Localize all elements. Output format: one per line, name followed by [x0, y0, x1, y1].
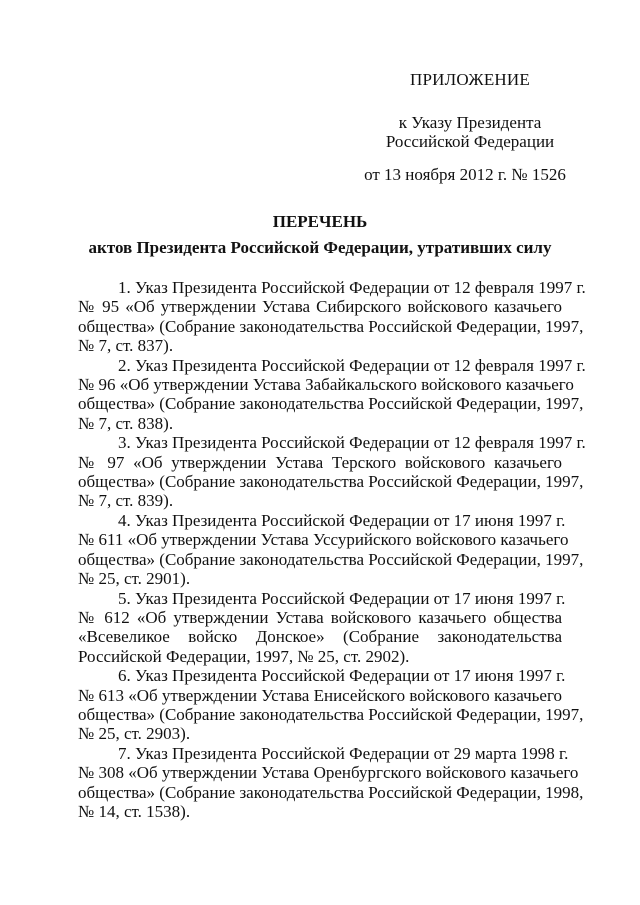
list-item-line: общества» (Собрание законодательства Российской Федерации, 1997, [78, 394, 584, 414]
list-item-line: общества» (Собрание законодательства Российской Федерации, 1998, [78, 782, 584, 802]
appendix-heading: ПРИЛОЖЕНИЕ [410, 70, 530, 89]
list-item-line: общества» (Собрание законодательства Российской Федерации, 1997, [78, 704, 584, 724]
list-item [78, 355, 586, 434]
list-item-line: № 613 «Об утверждении Устава Енисейского войскового казачьего [78, 685, 563, 705]
list-item-line: № 95 «Об утверждении Устава Сибирского войскового казачьего [78, 297, 562, 317]
acts-list [78, 278, 586, 821]
list-item-line: № 96 «Об утверждении Устава Забайкальского войскового казачьего [78, 375, 574, 395]
title-sub: актов Президента Российской Федерации, утративших силу [88, 238, 552, 257]
title-main: ПЕРЕЧЕНЬ [272, 212, 368, 231]
list-item-line: общества» (Собрание законодательства Российской Федерации, 1997, [78, 549, 584, 569]
list-item-line: № 7, ст. 837). [78, 336, 174, 356]
appendix-line-1: к Указу Президента [398, 113, 542, 132]
list-item [78, 278, 586, 356]
appendix-line-2: Российской Федерации [385, 132, 555, 151]
appendix-date-line: от 13 ноября 2012 г. № 1526 [364, 165, 566, 184]
list-item-line: 2. Указ Президента Российской Федерации от 12 февраля 1997 г. [118, 355, 586, 375]
list-item-line: № 7, ст. 838). [78, 413, 174, 433]
list-item-line: № 25, ст. 2901). [78, 569, 191, 589]
list-item-line: Российской Федерации, 1997, № 25, ст. 2902). [78, 646, 410, 666]
list-item [78, 433, 586, 511]
list-item-line: «Всевеликое войско Донское» (Собрание законодательства [78, 627, 562, 647]
list-item-line: № 612 «Об утверждении Устава войскового казачьего общества [78, 607, 562, 627]
appendix-header [360, 70, 580, 184]
list-item-line: № 7, ст. 839). [78, 491, 174, 511]
list-item-line: 7. Указ Президента Российской Федерации от 29 марта 1998 г. [118, 743, 569, 763]
list-item-line: № 308 «Об утверждении Устава Оренбургского войскового казачьего [78, 763, 579, 783]
list-item-line: общества» (Собрание законодательства Российской Федерации, 1997, [78, 316, 584, 336]
appendix-spacer [360, 89, 580, 113]
list-item [78, 743, 584, 822]
list-item [78, 510, 584, 589]
appendix-spacer-2 [360, 151, 580, 165]
list-item-line: 6. Указ Президента Российской Федерации от 17 июня 1997 г. [118, 666, 566, 686]
list-item-line: № 25, ст. 2903). [78, 724, 191, 744]
list-item-line: 3. Указ Президента Российской Федерации от 12 февраля 1997 г. [118, 433, 586, 453]
list-item-line: № 611 «Об утверждении Устава Уссурийского войскового казачьего [78, 530, 569, 550]
list-item-line: № 97 «Об утверждении Устава Терского войскового казачьего [78, 452, 562, 472]
list-item-line: № 14, ст. 1538). [78, 801, 191, 821]
document-title [72, 209, 568, 261]
list-item-line: 1. Указ Президента Российской Федерации от 12 февраля 1997 г. [118, 278, 586, 297]
list-item [78, 588, 566, 667]
list-item-line: 5. Указ Президента Российской Федерации от 17 июня 1997 г. [118, 588, 566, 608]
list-item [78, 666, 584, 744]
list-item-line: общества» (Собрание законодательства Российской Федерации, 1997, [78, 472, 584, 492]
list-item-line: 4. Указ Президента Российской Федерации от 17 июня 1997 г. [118, 510, 566, 530]
